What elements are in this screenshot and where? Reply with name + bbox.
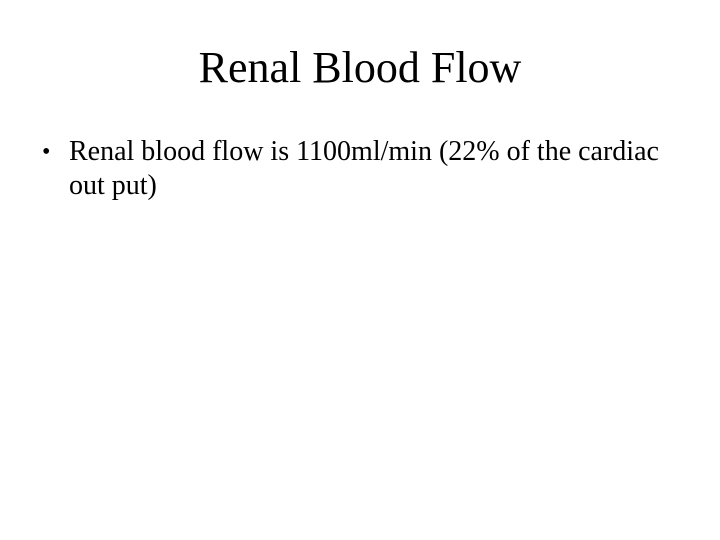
bullet-item: [40, 135, 680, 203]
bullet-text: Renal blood flow is 1100ml/min (22% of the cardiac out put): [69, 136, 659, 201]
bullet-list: [40, 135, 680, 203]
slide-title: Renal Blood Flow: [198, 43, 522, 92]
bullet-marker: •: [42, 139, 51, 165]
